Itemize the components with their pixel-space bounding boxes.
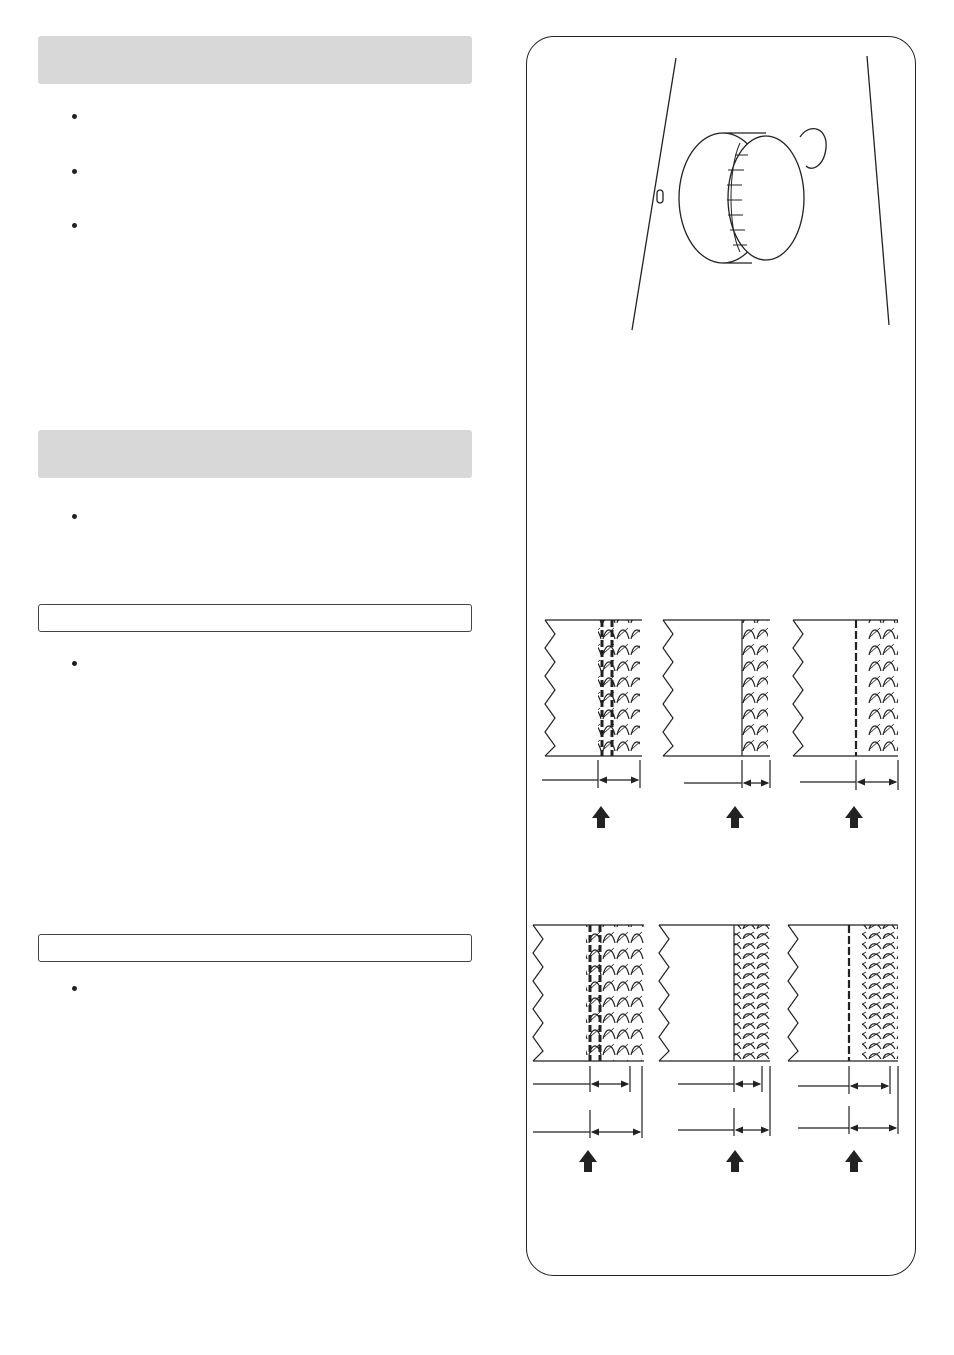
tension-dial-icon: [632, 56, 889, 330]
stitch-sample-bottom-1: [533, 925, 644, 1138]
stitch-sample-bottom-2: [659, 925, 770, 1136]
feed-direction-arrow-icon: [592, 806, 863, 828]
stitch-sample-top-3: [793, 620, 898, 790]
stitch-sample-top-2: [663, 620, 770, 788]
feed-direction-arrow-icon: [579, 1150, 863, 1172]
stitch-sample-bottom-3: [788, 925, 898, 1134]
stitch-sample-top-1: [542, 620, 642, 788]
